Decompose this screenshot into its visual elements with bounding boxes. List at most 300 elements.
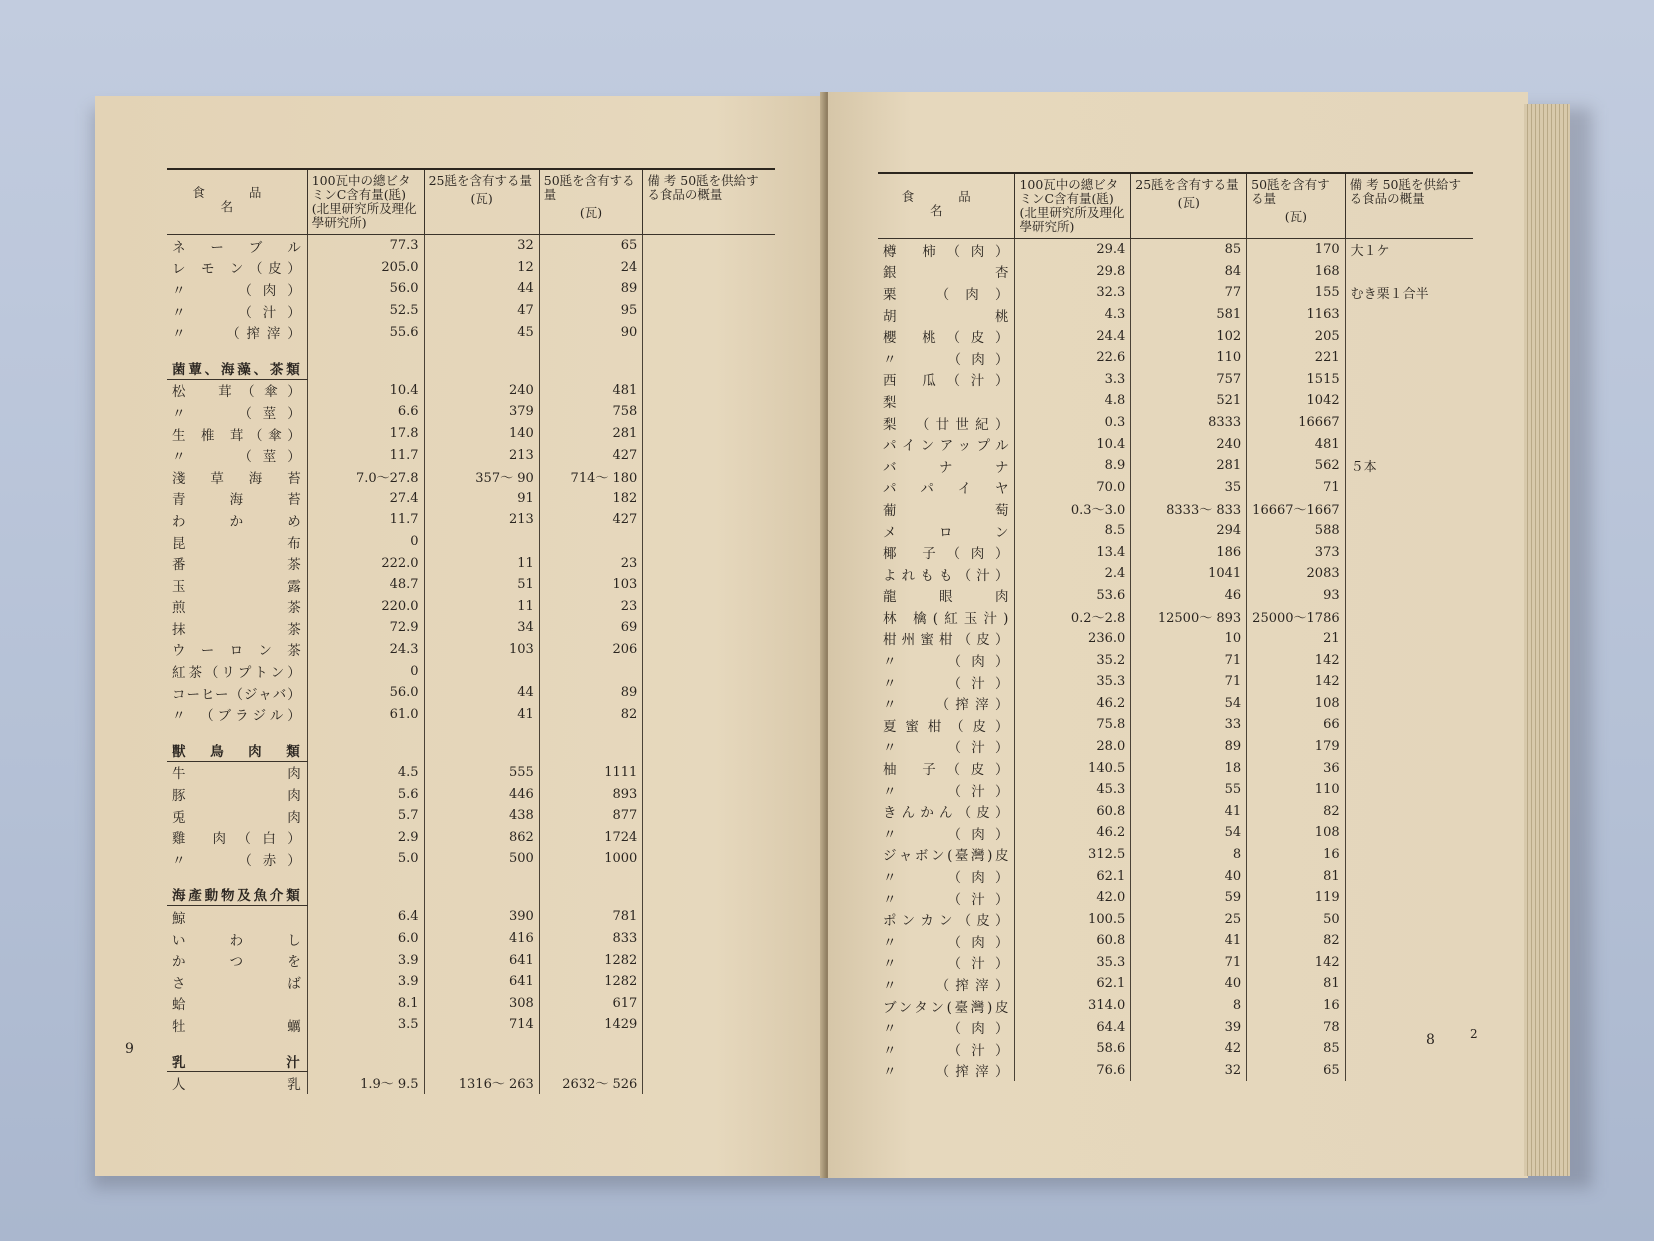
food-name-cell: 牛 肉 — [167, 761, 307, 783]
amount-50-cell: 205 — [1247, 325, 1345, 347]
section-heading: 乳 汁 — [167, 1050, 307, 1072]
food-name-cell: さ ば — [167, 971, 307, 993]
food-name-cell: 生 椎 茸（傘） — [167, 423, 307, 445]
amount-50-cell: 1429 — [539, 1014, 643, 1036]
vitamin-c-cell: 42.0 — [1015, 887, 1131, 909]
food-name-cell: 雞 肉（白） — [167, 826, 307, 848]
vitamin-c-cell: 8.1 — [307, 993, 424, 1015]
remarks-cell — [643, 278, 775, 300]
food-name-cell: 〃 （肉） — [878, 649, 1015, 671]
amount-50-cell: 562 — [1247, 455, 1345, 477]
vitamin-c-cell: 5.7 — [307, 805, 424, 827]
empty-cell — [643, 739, 775, 761]
amount-25-cell: 32 — [424, 235, 539, 257]
food-name-cell: 椰 子（肉） — [878, 541, 1015, 563]
remarks-cell — [1345, 736, 1473, 758]
amount-50-cell: 142 — [1247, 952, 1345, 974]
remarks-cell — [643, 574, 775, 596]
remarks-cell — [1345, 995, 1473, 1017]
remarks-cell — [1345, 347, 1473, 369]
vitamin-c-cell: 6.0 — [307, 928, 424, 950]
table-row — [167, 552, 775, 574]
amount-50-cell: 427 — [539, 444, 643, 466]
spacer-cell — [643, 343, 775, 357]
amount-50-cell: 1042 — [1247, 390, 1345, 412]
vitamin-c-cell: 11.7 — [307, 444, 424, 466]
table-row — [878, 304, 1473, 326]
amount-25-cell: 714 — [424, 1014, 539, 1036]
food-name-cell: 〃 （汁） — [167, 300, 307, 322]
remarks-cell — [643, 321, 775, 343]
amount-50-cell: 221 — [1247, 347, 1345, 369]
empty-cell — [307, 739, 424, 761]
remarks-cell — [643, 928, 775, 950]
amount-25-cell: 521 — [1131, 390, 1247, 412]
amount-25-cell: 281 — [1131, 455, 1247, 477]
amount-50-cell: 142 — [1247, 649, 1345, 671]
vitamin-c-cell: 35.3 — [1015, 671, 1131, 693]
empty-cell — [424, 357, 539, 379]
remarks-cell — [1345, 887, 1473, 909]
spacer-cell — [424, 870, 539, 884]
amount-50-cell: 85 — [1247, 1038, 1345, 1060]
spacer-cell — [424, 343, 539, 357]
vitamin-c-cell: 52.5 — [307, 300, 424, 322]
remarks-cell — [643, 257, 775, 279]
amount-25-cell: 757 — [1131, 369, 1247, 391]
remarks-cell — [1345, 1016, 1473, 1038]
amount-25-cell: 34 — [424, 617, 539, 639]
vitamin-c-cell: 8.5 — [1015, 520, 1131, 542]
food-name-cell: よれもも（汁） — [878, 563, 1015, 585]
food-name-cell: ブンタン(臺灣)皮 — [878, 995, 1015, 1017]
vitamin-c-cell: 28.0 — [1015, 736, 1131, 758]
amount-50-cell: 25000～1786 — [1247, 606, 1345, 628]
food-name-cell: パインアップル — [878, 433, 1015, 455]
amount-25-cell: 102 — [1131, 325, 1247, 347]
header-amount-50: 50瓱を含有する量 (瓦) — [539, 169, 643, 235]
amount-50-cell: 23 — [539, 552, 643, 574]
table-row — [878, 261, 1473, 283]
empty-cell — [307, 884, 424, 906]
remarks-cell — [643, 639, 775, 661]
amount-25-cell: 46 — [1131, 585, 1247, 607]
header-amount-25: 25瓱を含有する量 (瓦) — [1131, 173, 1247, 239]
amount-50-cell: 179 — [1247, 736, 1345, 758]
amount-50-cell: 90 — [539, 321, 643, 343]
amount-25-cell: 40 — [1131, 973, 1247, 995]
spacer-cell — [539, 343, 643, 357]
table-row — [167, 1014, 775, 1036]
vitamin-c-cell: 64.4 — [1015, 1016, 1131, 1038]
empty-cell — [539, 357, 643, 379]
amount-50-cell: 481 — [1247, 433, 1345, 455]
table-row — [167, 660, 775, 682]
amount-25-cell: 59 — [1131, 887, 1247, 909]
amount-50-cell: 877 — [539, 805, 643, 827]
vitamin-c-cell: 0 — [307, 660, 424, 682]
amount-25-cell: 8333 — [1131, 412, 1247, 434]
amount-25-cell: 44 — [424, 278, 539, 300]
table-row — [878, 585, 1473, 607]
vitamin-c-cell: 72.9 — [307, 617, 424, 639]
vitamin-c-cell: 46.2 — [1015, 822, 1131, 844]
amount-50-cell: 170 — [1247, 239, 1345, 261]
food-name-cell: 淺 草 海 苔 — [167, 466, 307, 488]
amount-50-cell: 23 — [539, 596, 643, 618]
food-name-cell: 昆 布 — [167, 531, 307, 553]
remarks-cell: ５本 — [1350, 460, 1377, 476]
food-name-cell: 〃 （肉） — [878, 930, 1015, 952]
amount-25-cell: 84 — [1131, 261, 1247, 283]
table-header-row — [878, 173, 1473, 239]
amount-25-cell: 1041 — [1131, 563, 1247, 585]
edge-page-number: 2 — [1470, 1027, 1478, 1041]
amount-50-cell: 781 — [539, 906, 643, 928]
table-row — [167, 971, 775, 993]
amount-25-cell: 103 — [424, 639, 539, 661]
vitamin-c-cell: 0.3～3.0 — [1015, 498, 1131, 520]
table-row — [167, 596, 775, 618]
table-row — [167, 300, 775, 322]
spacer-cell — [307, 1036, 424, 1050]
vitamin-c-cell: 46.2 — [1015, 692, 1131, 714]
vitamin-c-cell: 17.8 — [307, 423, 424, 445]
spacer-cell — [307, 870, 424, 884]
food-name-cell: い わ し — [167, 928, 307, 950]
amount-50-cell: 89 — [539, 278, 643, 300]
section-heading: 獸 鳥 肉 類 — [167, 739, 307, 761]
remarks-cell — [1345, 800, 1473, 822]
remarks-cell — [643, 401, 775, 423]
remarks-cell — [643, 703, 775, 725]
food-name-cell: 〃 （肉） — [878, 1016, 1015, 1038]
table-header-row — [167, 169, 775, 235]
vitamin-c-cell: 3.5 — [307, 1014, 424, 1036]
table-row — [878, 844, 1473, 866]
vitamin-c-cell: 77.3 — [307, 235, 424, 257]
section-heading: 海產動物及魚介類 — [167, 884, 307, 906]
header-remarks: 備 考 50瓱を供給する食品の概量 — [1345, 173, 1473, 239]
amount-50-cell: 2632～ 526 — [539, 1072, 643, 1094]
food-name-cell: 鯨 — [167, 906, 307, 928]
food-name-cell: 〃 （汁） — [878, 1038, 1015, 1060]
table-row — [878, 520, 1473, 542]
food-name-cell: 葡 萄 — [878, 498, 1015, 520]
food-name-cell: レ モ ン（皮） — [167, 257, 307, 279]
empty-cell — [643, 357, 775, 379]
remarks-cell — [643, 531, 775, 553]
table-row — [167, 466, 775, 488]
table-row — [878, 887, 1473, 909]
table-row — [167, 848, 775, 870]
amount-50-cell: 71 — [1247, 477, 1345, 499]
table-row — [878, 369, 1473, 391]
amount-25-cell: 438 — [424, 805, 539, 827]
amount-25-cell: 85 — [1131, 239, 1247, 261]
amount-50-cell: 1000 — [539, 848, 643, 870]
food-name-cell: 玉 露 — [167, 574, 307, 596]
header-remarks: 備 考 50瓱を供給する食品の概量 — [643, 169, 775, 235]
amount-50-cell: 1163 — [1247, 304, 1345, 326]
food-name-cell: 〃 （搾滓） — [167, 321, 307, 343]
food-name-cell: 〃 （肉） — [878, 865, 1015, 887]
amount-25-cell: 71 — [1131, 649, 1247, 671]
empty-cell — [643, 1050, 775, 1072]
vitamin-c-cell: 0.3 — [1015, 412, 1131, 434]
vitamin-c-cell: 70.0 — [1015, 477, 1131, 499]
vitamin-c-cell: 75.8 — [1015, 714, 1131, 736]
amount-25-cell: 12 — [424, 257, 539, 279]
remarks-cell — [643, 805, 775, 827]
table-row — [167, 617, 775, 639]
amount-50-cell: 168 — [1247, 261, 1345, 283]
table-row — [167, 783, 775, 805]
amount-25-cell: 8 — [1131, 844, 1247, 866]
remarks-cell — [1345, 304, 1473, 326]
remarks-cell — [643, 617, 775, 639]
amount-25-cell: 35 — [1131, 477, 1247, 499]
food-name-cell: 〃 （莖） — [167, 401, 307, 423]
empty-cell — [643, 884, 775, 906]
food-name-cell: 牡 蠣 — [167, 1014, 307, 1036]
right-page — [828, 92, 1528, 1178]
amount-25-cell — [424, 660, 539, 682]
food-name-cell: 梨 — [878, 390, 1015, 412]
amount-25-cell: 500 — [424, 848, 539, 870]
amount-25-cell: 44 — [424, 682, 539, 704]
vitamin-c-cell: 2.9 — [307, 826, 424, 848]
food-name-cell: 柚 子（皮） — [878, 757, 1015, 779]
amount-25-cell: 41 — [1131, 800, 1247, 822]
table-row — [878, 282, 1473, 304]
amount-50-cell: 82 — [1247, 800, 1345, 822]
food-name-cell: 豚 肉 — [167, 783, 307, 805]
amount-50-cell: 714～ 180 — [539, 466, 643, 488]
amount-50-cell: 1724 — [539, 826, 643, 848]
food-name-cell: 蛤 — [167, 993, 307, 1015]
amount-50-cell: 89 — [539, 682, 643, 704]
vitamin-c-cell: 60.8 — [1015, 930, 1131, 952]
amount-25-cell: 47 — [424, 300, 539, 322]
amount-50-cell: 16 — [1247, 844, 1345, 866]
amount-50-cell: 82 — [1247, 930, 1345, 952]
amount-25-cell: 8333～ 833 — [1131, 498, 1247, 520]
empty-cell — [307, 357, 424, 379]
food-name-cell: 西 瓜（汁） — [878, 369, 1015, 391]
spacer-cell — [307, 343, 424, 357]
amount-50-cell: 373 — [1247, 541, 1345, 563]
table-row — [878, 1060, 1473, 1082]
amount-25-cell: 294 — [1131, 520, 1247, 542]
food-name-cell: 柑州蜜柑（皮） — [878, 628, 1015, 650]
remarks-cell — [1345, 563, 1473, 585]
table-row — [878, 865, 1473, 887]
spacer-cell — [167, 343, 307, 357]
table-body-left — [167, 235, 775, 1094]
section-row — [167, 739, 775, 761]
food-name-cell: 胡 桃 — [878, 304, 1015, 326]
empty-cell — [424, 1050, 539, 1072]
vitamin-c-cell: 55.6 — [307, 321, 424, 343]
vitamin-c-cell: 58.6 — [1015, 1038, 1131, 1060]
table-row — [878, 433, 1473, 455]
food-name-cell: 櫻 桃（皮） — [878, 325, 1015, 347]
food-name-cell: パ パ イ ヤ — [878, 477, 1015, 499]
table-row — [878, 563, 1473, 585]
table-row — [167, 703, 775, 725]
food-name-cell: 抹 茶 — [167, 617, 307, 639]
table-row — [878, 930, 1473, 952]
header-food-name: 食 品 名 — [878, 173, 1015, 239]
food-name-cell: か つ を — [167, 949, 307, 971]
table-row — [878, 671, 1473, 693]
empty-cell — [539, 1050, 643, 1072]
vitamin-c-cell: 205.0 — [307, 257, 424, 279]
amount-50-cell: 142 — [1247, 671, 1345, 693]
vitamin-c-cell: 0.2～2.8 — [1015, 606, 1131, 628]
vitamin-c-cell: 100.5 — [1015, 908, 1131, 930]
table-row — [167, 761, 775, 783]
amount-25-cell: 11 — [424, 596, 539, 618]
food-name-cell: 〃 （汁） — [878, 952, 1015, 974]
remarks-cell — [643, 993, 775, 1015]
table-row — [878, 757, 1473, 779]
spacer-cell — [424, 725, 539, 739]
table-row — [167, 278, 775, 300]
amount-25-cell: 446 — [424, 783, 539, 805]
table-row — [167, 488, 775, 510]
food-name-cell: ジャボン(臺灣)皮 — [878, 844, 1015, 866]
vitamin-c-cell: 314.0 — [1015, 995, 1131, 1017]
amount-50-cell: 481 — [539, 379, 643, 401]
amount-25-cell — [424, 531, 539, 553]
table-row — [878, 498, 1473, 520]
amount-25-cell: 10 — [1131, 628, 1247, 650]
amount-50-cell: 119 — [1247, 887, 1345, 909]
section-row — [167, 357, 775, 379]
remarks-cell — [643, 949, 775, 971]
food-name-cell: ポンカン（皮） — [878, 908, 1015, 930]
left-page — [95, 96, 825, 1176]
food-name-cell: きんかん（皮） — [878, 800, 1015, 822]
amount-50-cell: 81 — [1247, 865, 1345, 887]
vitamin-c-cell: 3.9 — [307, 971, 424, 993]
vitamin-c-cell: 222.0 — [307, 552, 424, 574]
vitamin-c-table-left — [167, 168, 775, 1094]
food-name-cell: コーヒー（ジャバ） — [167, 682, 307, 704]
amount-50-cell: 16667 — [1247, 412, 1345, 434]
table-row — [878, 541, 1473, 563]
remarks-cell — [1345, 433, 1473, 455]
table-row — [878, 779, 1473, 801]
remarks-cell — [1345, 628, 1473, 650]
remarks-cell — [1345, 865, 1473, 887]
amount-25-cell: 1316～ 263 — [424, 1072, 539, 1094]
amount-50-cell: 16667～1667 — [1247, 498, 1345, 520]
spacer-cell — [307, 725, 424, 739]
table-body-right — [878, 239, 1473, 1082]
amount-50-cell: 50 — [1247, 908, 1345, 930]
amount-50-cell: 281 — [539, 423, 643, 445]
amount-25-cell: 40 — [1131, 865, 1247, 887]
vitamin-c-cell: 29.4 — [1015, 239, 1131, 261]
table-row — [167, 805, 775, 827]
vitamin-c-cell: 220.0 — [307, 596, 424, 618]
remarks-cell — [643, 423, 775, 445]
amount-50-cell: 21 — [1247, 628, 1345, 650]
amount-25-cell: 416 — [424, 928, 539, 950]
remarks-cell: 大１ケ — [1350, 244, 1390, 260]
remarks-cell — [643, 783, 775, 805]
amount-25-cell: 42 — [1131, 1038, 1247, 1060]
food-name-cell: 番 茶 — [167, 552, 307, 574]
empty-cell — [539, 884, 643, 906]
vitamin-c-cell: 53.6 — [1015, 585, 1131, 607]
vitamin-c-cell: 35.3 — [1015, 952, 1131, 974]
remarks-cell — [1345, 757, 1473, 779]
table-row — [167, 444, 775, 466]
table-row — [167, 993, 775, 1015]
remarks-cell — [1345, 714, 1473, 736]
header-amount-50: 50瓱を含有する量 (瓦) — [1247, 173, 1345, 239]
amount-50-cell — [539, 531, 643, 553]
food-name-cell: 龍 眼 肉 — [878, 585, 1015, 607]
table-row — [878, 455, 1473, 477]
food-name-cell: 青 海 苔 — [167, 488, 307, 510]
amount-50-cell: 103 — [539, 574, 643, 596]
vitamin-c-cell: 6.6 — [307, 401, 424, 423]
remarks-cell — [1345, 412, 1473, 434]
vitamin-c-cell: 22.6 — [1015, 347, 1131, 369]
vitamin-c-cell: 32.3 — [1015, 282, 1131, 304]
remarks-cell — [1345, 671, 1473, 693]
vitamin-c-cell: 140.5 — [1015, 757, 1131, 779]
vitamin-c-cell: 61.0 — [307, 703, 424, 725]
amount-50-cell: 66 — [1247, 714, 1345, 736]
amount-50-cell: 81 — [1247, 973, 1345, 995]
remarks-cell — [1345, 649, 1473, 671]
table-row — [878, 347, 1473, 369]
page-number: 8 — [1426, 1032, 1435, 1048]
food-name-cell: 〃 （搾滓） — [878, 1060, 1015, 1082]
amount-50-cell: 36 — [1247, 757, 1345, 779]
remarks-cell — [643, 761, 775, 783]
remarks-cell: むき栗１合半 — [1350, 287, 1429, 303]
spacer-cell — [643, 870, 775, 884]
amount-25-cell: 91 — [424, 488, 539, 510]
vitamin-c-cell: 5.6 — [307, 783, 424, 805]
food-name-cell: 松 茸（傘） — [167, 379, 307, 401]
food-name-cell: 銀 杏 — [878, 261, 1015, 283]
amount-50-cell: 1111 — [539, 761, 643, 783]
amount-25-cell: 308 — [424, 993, 539, 1015]
spacer-row — [167, 343, 775, 357]
remarks-cell — [1345, 779, 1473, 801]
amount-25-cell: 379 — [424, 401, 539, 423]
remarks-cell — [1345, 692, 1473, 714]
spacer-cell — [424, 1036, 539, 1050]
table-row — [878, 606, 1473, 628]
amount-25-cell: 555 — [424, 761, 539, 783]
vitamin-c-cell: 56.0 — [307, 682, 424, 704]
table-row — [167, 321, 775, 343]
food-name-cell: 〃 （搾滓） — [878, 973, 1015, 995]
table-row — [878, 239, 1473, 261]
food-name-cell: 〃 （汁） — [878, 736, 1015, 758]
vitamin-c-cell: 2.4 — [1015, 563, 1131, 585]
amount-50-cell — [539, 660, 643, 682]
